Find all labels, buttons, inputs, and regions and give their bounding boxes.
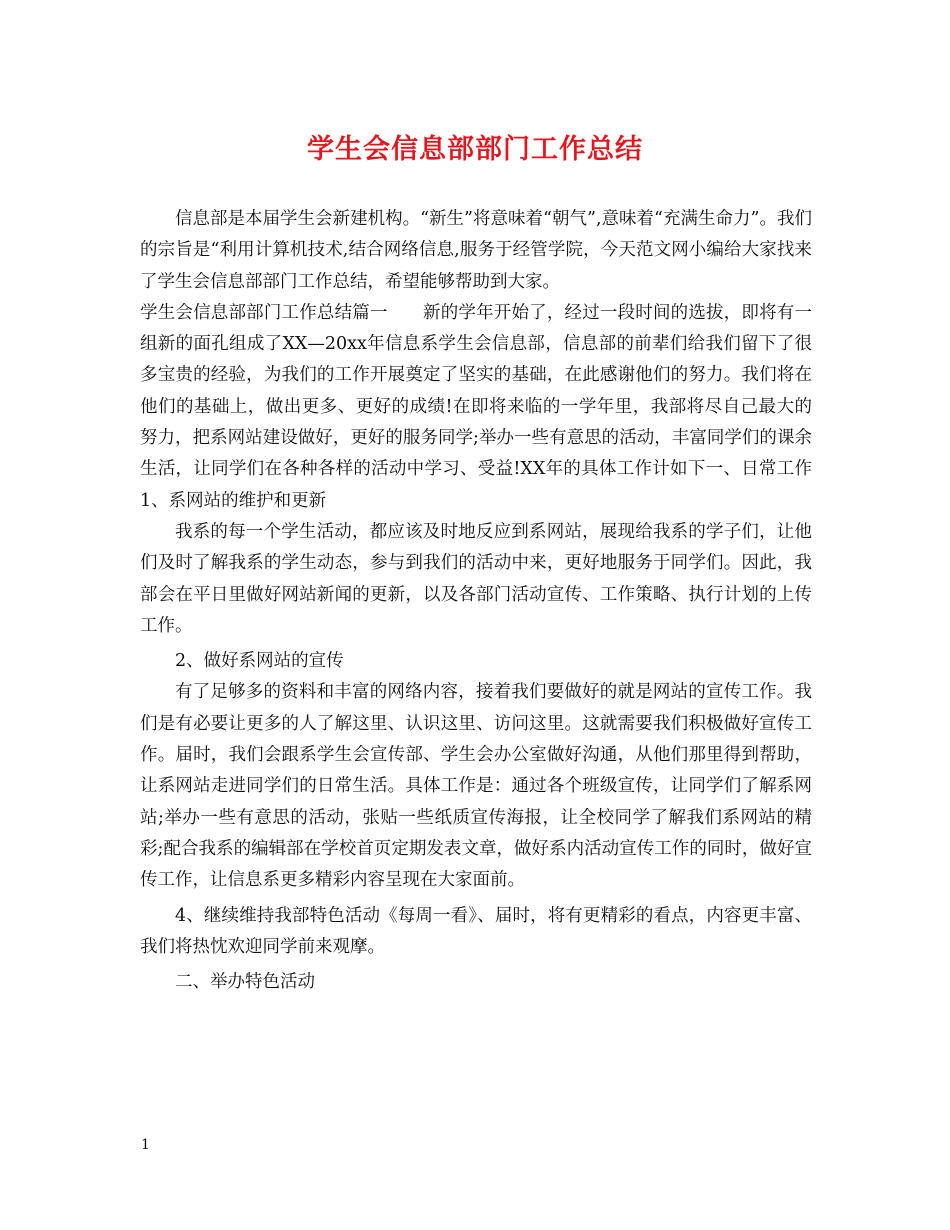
- document-body: [140, 204, 812, 998]
- paragraph-intro: 信息部是本届学生会新建机构。“新生”将意味着“朝气”,意味着“充满生命力”。我们的宗旨是“利用计算机技术,结合网络信息,服务于经管学院，今天范文网小编给大家找来了学生会信息部部门工作总结，希望能够帮助到大家。: [140, 209, 812, 292]
- paragraph-weekly-activity: 4、继续维持我部特色活动《每周一看》、届时，将有更精彩的看点，内容更丰富、我们将热忱欢迎同学前来观摩。: [140, 905, 812, 957]
- heading-special-activities: 二、举办特色活动: [175, 972, 315, 993]
- paragraph-section-one: 学生会信息部部门工作总结篇一 新的学年开始了，经过一段时间的选拔，即将有一组新的面孔组成了XX—20xx年信息系学生会信息部，信息部的前辈们给我们留下了很多宝贵的经验，为我们的工作开展奠定了坚实的基础，在此感谢他们的努力。我们将在他们的基础上，做出更多、更好的成绩!在即将来临的一学年里，我部将尽自己最大的努力，把系网站建设做好，更好的服务同学;举办一些有意思的活动，丰富同学们的课余生活，让同学们在各种各样的活动中学习、受益!XX年的具体工作计如下一、日常工作 1、系网站的维护和更新: [140, 302, 812, 511]
- document-title: 学生会信息部部门工作总结: [307, 134, 643, 165]
- heading-website-promotion: 2、做好系网站的宣传: [175, 651, 344, 672]
- page-number: 1: [141, 1137, 150, 1153]
- paragraph-website-maintenance: 我系的每一个学生活动，都应该及时地反应到系网站，展现给我系的学子们，让他们及时了解我系的学生动态，参与到我们的活动中来，更好地服务于同学们。因此，我部会在平日里做好网站新闻的更新，以及各部门活动宣传、工作策略、执行计划的上传工作。: [140, 521, 812, 636]
- paragraph-website-promotion: 有了足够多的资料和丰富的网络内容，接着我们要做好的就是网站的宣传工作。我们是有必要让更多的人了解这里、认识这里、访问这里。这就需要我们积极做好宣传工作。届时，我们会跟系学生会宣传部、学生会办公室做好沟通，从他们那里得到帮助，让系网站走进同学们的日常生活。具体工作是：通过各个班级宣传，让同学们了解系网站;举办一些有意思的活动，张贴一些纸质宣传海报，让全校同学了解我们系网站的精彩;配合我系的编辑部在学校首页定期发表文章，做好系内活动宣传工作的同时，做好宣传工作，让信息系更多精彩内容呈现在大家面前。: [140, 682, 812, 891]
